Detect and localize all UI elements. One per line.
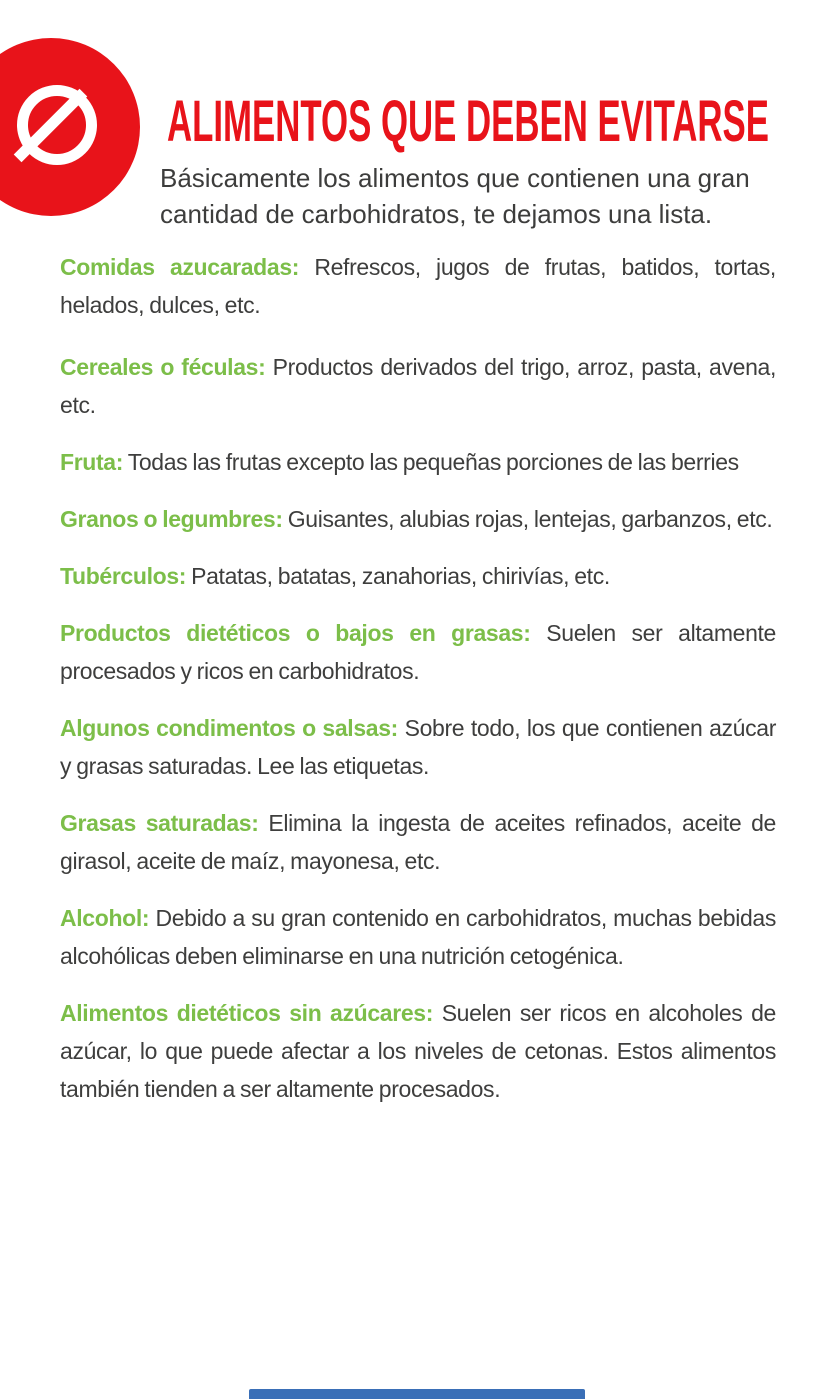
list-item [60, 709, 776, 785]
page-title: ALIMENTOS QUE DEBEN EVITARSE [167, 89, 769, 154]
list-item [60, 614, 776, 690]
item-label: Alimentos dietéticos sin azúcares: [60, 1000, 434, 1026]
item-text: Refrescos, jugos de frutas, batidos, tortas, helados, dulces, etc. [60, 254, 776, 318]
footer-bar [249, 1389, 585, 1399]
list-item [60, 557, 776, 595]
list-item [60, 899, 776, 975]
item-text: Patatas, batatas, zanahorias, chirivías, etc. [191, 563, 610, 589]
page-subtitle: Básicamente los alimentos que contienen una gran cantidad de carbohidratos, te dejamos una lista. [160, 163, 750, 229]
item-label: Comidas azucaradas: [60, 254, 300, 280]
item-label: Algunos condimentos o salsas: [60, 715, 398, 741]
avoid-foods-list [60, 248, 776, 1127]
item-label: Granos o legumbres: [60, 506, 283, 532]
item-label: Cereales o féculas: [60, 354, 266, 380]
item-label: Fruta: [60, 449, 124, 475]
item-label: Tubérculos: [60, 563, 187, 589]
list-item [60, 248, 776, 324]
item-text: Suelen ser altamente procesados y ricos en carbohidratos. [60, 620, 776, 684]
list-item [60, 443, 776, 481]
list-item [60, 804, 776, 880]
item-text: Sobre todo, los que contienen azúcar y grasas saturadas. Lee las etiquetas. [60, 715, 776, 779]
item-text: Productos derivados del trigo, arroz, pasta, avena, etc. [60, 354, 776, 418]
item-label: Productos dietéticos o bajos en grasas: [60, 620, 531, 646]
item-text: Debido a su gran contenido en carbohidratos, muchas bebidas alcohólicas deben eliminarse en una nutrición cetogénica. [60, 905, 777, 969]
item-label: Alcohol: [60, 905, 150, 931]
list-item [60, 500, 776, 538]
item-label: Grasas saturadas: [60, 810, 259, 836]
item-text: Suelen ser ricos en alcoholes de azúcar, lo que puede afectar a los niveles de cetonas. Estos alimentos también tienden a ser altamente procesados. [60, 1000, 776, 1102]
list-item [60, 348, 776, 424]
item-text: Todas las frutas excepto las pequeñas porciones de las berries [127, 449, 739, 475]
prohibition-icon [0, 38, 140, 216]
list-item [60, 994, 776, 1108]
item-text: Guisantes, alubias rojas, lentejas, garbanzos, etc. [287, 506, 773, 532]
item-text: Elimina la ingesta de aceites refinados, aceite de girasol, aceite de maíz, mayonesa, etc. [60, 810, 776, 874]
